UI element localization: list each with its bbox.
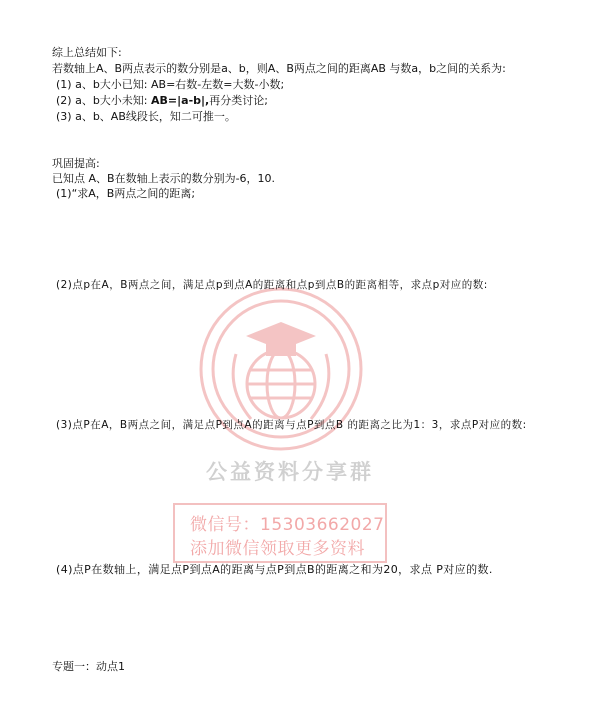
rule-2 xyxy=(56,94,268,108)
rule-3: (3) a、b、AB线段长，知二可推一。 xyxy=(56,110,236,123)
question-4: (4)点P在数轴上，满足点P到点A的距离与点P到点B的距离之和为20，求点 P对应的数. xyxy=(56,563,493,576)
rule-2-prefix: (2) a、b大小未知: xyxy=(56,94,152,107)
question-3: (3)点P在A，B两点之间，满足点P到点A的距离与点P到点B 的距离之比为1：3，求点P对应的数: xyxy=(56,419,527,431)
watermark-wechat: 微信号：15303662027 xyxy=(190,515,385,535)
watermark-add: 添加微信领取更多资料 xyxy=(190,539,365,559)
summary-intro: 若数轴上A、B两点表示的数分别是a、b，则A、B两点之间的距离AB 与数a，b之间的关系为: xyxy=(52,62,506,75)
summary-heading: 综上总结如下: xyxy=(52,46,122,59)
rule-1: (1) a、b大小已知: AB=右数-左数=大数-小数; xyxy=(56,78,285,91)
practice-heading: 巩固提高: xyxy=(52,157,100,170)
rule-2-suffix: 再分类讨论; xyxy=(209,94,268,107)
topic-heading: 专题一：动点1 xyxy=(52,660,125,673)
rule-2-formula: AB=|a-b|, xyxy=(151,94,210,107)
watermark-group-name: 公益资料分享群 xyxy=(206,460,374,484)
question-2: (2)点p在A，B两点之间，满足点p到点A的距离和点p到点B的距离相等，求点p对应的数: xyxy=(56,279,488,291)
practice-given: 已知点 A、B在数轴上表示的数分别为-6，10. xyxy=(52,172,276,185)
question-1: (1)“求A，B两点之间的距离; xyxy=(56,187,196,200)
